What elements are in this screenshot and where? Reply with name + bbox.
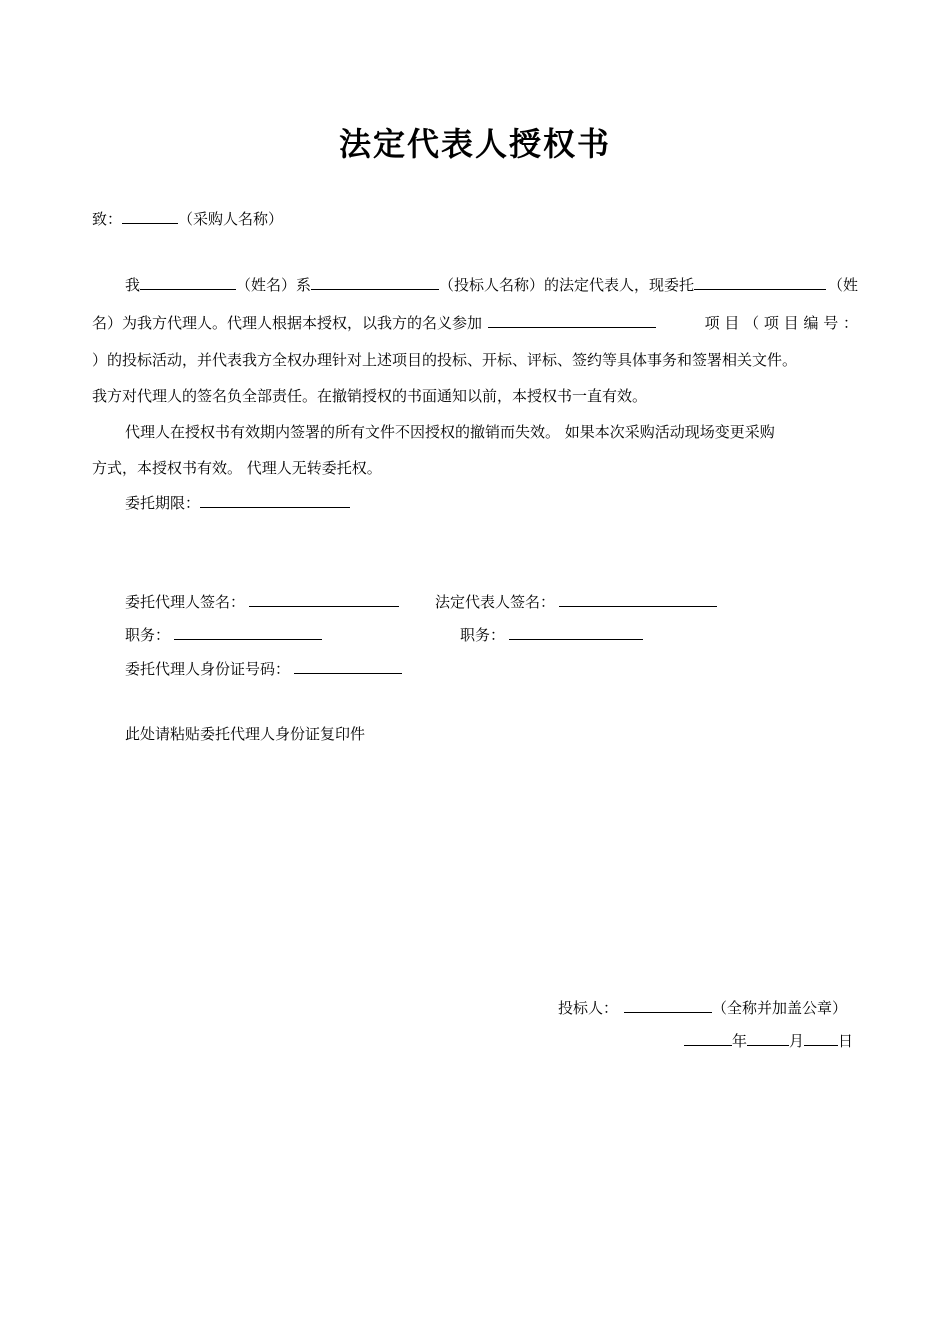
page-title: 法定代表人授权书 (338, 125, 611, 163)
day-blank[interactable] (804, 1031, 838, 1046)
purchaser-name-blank[interactable] (122, 209, 178, 224)
term-line (125, 493, 350, 513)
agent-signature-line (125, 592, 399, 612)
agent-id-label: 委托代理人身份证号码： (125, 660, 291, 678)
legal-signature-label: 法定代表人签名： (435, 593, 556, 611)
bidder-label: 投标人： (558, 999, 619, 1017)
bidder-suffix: （全称并加盖公章） (712, 999, 848, 1017)
agent-id-line (125, 659, 402, 679)
para2-line1: 代理人在授权书有效期内签署的所有文件不因授权的撤销而失效。 如果本次采购活动现场变更采购 (125, 423, 775, 441)
legal-position-line (460, 625, 643, 645)
bidder-name-blank[interactable] (311, 275, 439, 290)
bidder-seal-blank[interactable] (624, 998, 712, 1013)
year-label: 年 (732, 1032, 748, 1050)
para2-line2: 方式，本授权书有效。 代理人无转委托权。 (92, 459, 382, 477)
text-legal-rep-entrust: （投标人名称）的法定代表人，现委托 (439, 276, 695, 294)
term-label: 委托期限： (125, 494, 201, 512)
text-agent-participate: 名）为我方代理人。代理人根据本授权，以我方的名义参加 (92, 314, 483, 332)
para1-line4: 我方对代理人的签名负全部责任。在撤销授权的书面通知以前，本授权书一直有效。 (92, 387, 648, 405)
legal-rep-name-blank[interactable] (140, 275, 236, 290)
para1-line1 (125, 275, 858, 295)
para1-line2 (92, 313, 858, 333)
recipient-line (92, 209, 283, 229)
recipient-label: 致： (92, 210, 123, 228)
id-copy-paste-note: 此处请粘贴委托代理人身份证复印件 (125, 725, 366, 743)
agent-id-blank[interactable] (294, 659, 402, 674)
date-line (684, 1031, 853, 1051)
legal-position-label: 职务： (460, 626, 506, 644)
month-blank[interactable] (747, 1031, 789, 1046)
text-name-is: （姓名）系 (236, 276, 312, 294)
text-wo: 我 (125, 276, 141, 294)
para1-line3: ）的投标活动，并代表我方全权办理针对上述项目的投标、开标、评标、签约等具体事务和签署相关文件。 (92, 351, 798, 369)
year-blank[interactable] (684, 1031, 732, 1046)
agent-signature-blank[interactable] (249, 592, 399, 607)
bidder-line (558, 998, 847, 1018)
text-project-number: 项 目 （ 项 目 编 号 ： (704, 314, 858, 332)
agent-signature-label: 委托代理人签名： (125, 593, 246, 611)
day-label: 日 (838, 1032, 854, 1050)
recipient-suffix: （采购人名称） (178, 210, 284, 228)
legal-signature-line (435, 592, 717, 612)
project-name-blank[interactable] (488, 313, 656, 328)
legal-signature-blank[interactable] (559, 592, 717, 607)
agent-position-line (125, 625, 322, 645)
agent-name-blank[interactable] (694, 275, 826, 290)
legal-position-blank[interactable] (509, 625, 643, 640)
term-blank[interactable] (200, 493, 350, 508)
text-name-open: （姓 (827, 276, 858, 294)
agent-position-label: 职务： (125, 626, 171, 644)
month-label: 月 (789, 1032, 805, 1050)
agent-position-blank[interactable] (174, 625, 322, 640)
